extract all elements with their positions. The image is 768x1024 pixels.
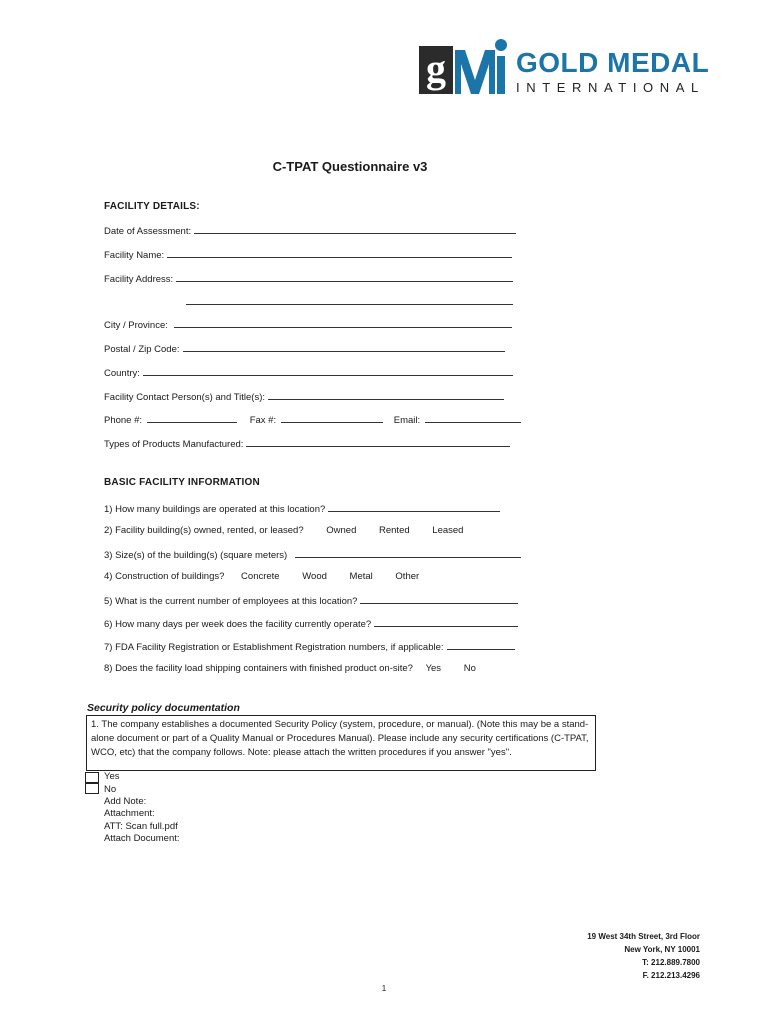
- option-concrete[interactable]: Concrete: [241, 571, 280, 582]
- question-6-field[interactable]: [374, 617, 518, 627]
- question-1-text: 1) How many buildings are operated at this location?: [104, 504, 326, 515]
- contact-person-row: [104, 390, 504, 403]
- attachment-file-link[interactable]: ATT: Scan full.pdf: [104, 821, 178, 832]
- question-6-row: [104, 617, 518, 630]
- question-2-text: 2) Facility building(s) owned, rented, or leased?: [104, 525, 304, 536]
- logo-company-subtitle: INTERNATIONAL: [516, 80, 705, 95]
- date-of-assessment-field[interactable]: [194, 224, 516, 234]
- fax-label: Fax #:: [249, 415, 277, 426]
- option-metal[interactable]: Metal: [349, 571, 373, 582]
- no-checkbox-label: No: [104, 784, 117, 795]
- products-row: [104, 437, 510, 450]
- option-owned[interactable]: Owned: [326, 525, 357, 536]
- question-5-text: 5) What is the current number of employees at this location?: [104, 596, 358, 607]
- question-7-field[interactable]: [447, 640, 515, 650]
- yes-checkbox-label: Yes: [104, 771, 120, 782]
- option-no[interactable]: No: [463, 663, 476, 674]
- phone-field[interactable]: [147, 413, 237, 423]
- question-4-row: [104, 571, 419, 582]
- question-5-field[interactable]: [360, 594, 518, 604]
- contact-person-label: Facility Contact Person(s) and Title(s):: [104, 392, 266, 403]
- facility-address-line2-row: [186, 295, 513, 308]
- question-2-row: [104, 525, 463, 536]
- footer-phone: T: 212.889.7800: [642, 958, 700, 967]
- attach-document-link[interactable]: Attach Document:: [104, 833, 180, 844]
- question-1-field[interactable]: [328, 502, 500, 512]
- postal-code-row: [104, 342, 505, 355]
- country-label: Country:: [104, 368, 140, 379]
- question-8-text: 8) Does the facility load shipping containers with finished product on-site?: [104, 663, 413, 674]
- question-3-text: 3) Size(s) of the building(s) (square meters): [104, 550, 288, 561]
- security-policy-heading: Security policy documentation: [87, 702, 240, 714]
- question-7-text: 7) FDA Facility Registration or Establishment Registration numbers, if applicable:: [104, 642, 444, 653]
- facility-name-row: [104, 248, 512, 261]
- phone-fax-email-row: [104, 413, 521, 426]
- city-province-label: City / Province:: [104, 320, 168, 331]
- yes-checkbox[interactable]: [85, 772, 99, 783]
- facility-name-label: Facility Name:: [104, 250, 165, 261]
- facility-address-field[interactable]: [176, 272, 513, 282]
- products-label: Types of Products Manufactured:: [104, 439, 244, 450]
- option-leased[interactable]: Leased: [432, 525, 464, 536]
- postal-code-label: Postal / Zip Code:: [104, 344, 180, 355]
- date-of-assessment-row: [104, 224, 516, 237]
- postal-code-field[interactable]: [183, 342, 505, 352]
- footer-address-line1: 19 West 34th Street, 3rd Floor: [587, 932, 700, 941]
- basic-info-heading: BASIC FACILITY INFORMATION: [104, 477, 260, 488]
- facility-address-line2-field[interactable]: [186, 295, 513, 305]
- document-title: C-TPAT Questionnaire v3: [272, 159, 428, 174]
- question-4-text: 4) Construction of buildings?: [104, 571, 225, 582]
- question-5-row: [104, 594, 518, 607]
- option-rented[interactable]: Rented: [379, 525, 410, 536]
- products-field[interactable]: [246, 437, 510, 447]
- add-note-link[interactable]: Add Note:: [104, 796, 147, 807]
- country-field[interactable]: [143, 366, 513, 376]
- no-checkbox[interactable]: [85, 783, 99, 794]
- facility-address-label: Facility Address:: [104, 274, 174, 285]
- fax-field[interactable]: [281, 413, 383, 423]
- city-province-row: [104, 318, 512, 331]
- facility-address-row: [104, 272, 513, 285]
- option-yes[interactable]: Yes: [425, 663, 442, 674]
- footer-fax: F. 212.213.4296: [642, 971, 700, 980]
- option-wood[interactable]: Wood: [302, 571, 327, 582]
- question-7-row: [104, 640, 515, 653]
- facility-name-field[interactable]: [167, 248, 512, 258]
- email-label: Email:: [393, 415, 421, 426]
- question-8-row: [104, 663, 476, 674]
- phone-label: Phone #:: [104, 415, 143, 426]
- gmi-logo-icon: [419, 36, 507, 96]
- city-province-field[interactable]: [174, 318, 512, 328]
- question-6-text: 6) How many days per week does the facility currently operate?: [104, 619, 372, 630]
- country-row: [104, 366, 513, 379]
- date-of-assessment-label: Date of Assessment:: [104, 226, 192, 237]
- email-field[interactable]: [425, 413, 521, 423]
- svg-text:g: g: [426, 46, 446, 91]
- logo-company-name: GOLD MEDAL: [516, 47, 710, 78]
- question-3-field[interactable]: [295, 548, 521, 558]
- facility-details-heading: FACILITY DETAILS:: [104, 201, 200, 212]
- page-number: 1: [381, 984, 387, 993]
- footer-address-line2: New York, NY 10001: [624, 945, 700, 954]
- option-other[interactable]: Other: [395, 571, 420, 582]
- question-1-row: [104, 502, 500, 515]
- security-policy-question: 1. The company establishes a documented Security Policy (system, procedure, or manual). (Note this may be a stand-alone document or part of a Quality Manual or Procedures Manual). Please include any security certifications (C-TPAT, WCO, etc) that the company follows. Note: please attach the written procedures if you answer "yes".: [86, 715, 596, 771]
- question-3-row: [104, 548, 521, 561]
- attachment-label: Attachment:: [104, 808, 155, 819]
- contact-person-field[interactable]: [268, 390, 504, 400]
